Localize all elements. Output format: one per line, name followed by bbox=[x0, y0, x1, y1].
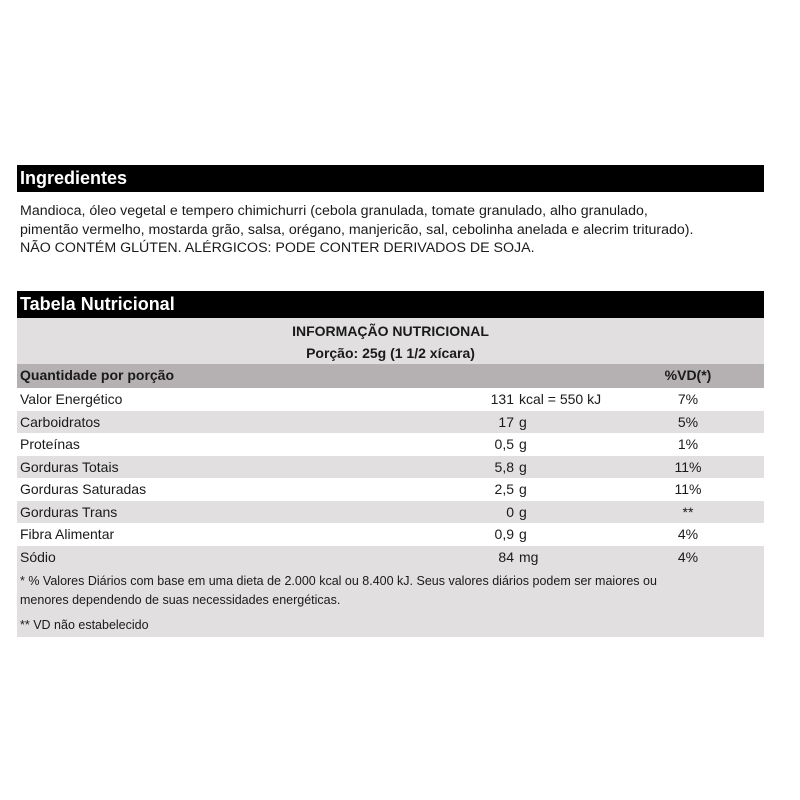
nutrient-name: Carboidratos bbox=[20, 413, 101, 430]
nutrient-amount: 5,8 bbox=[494, 458, 514, 475]
nutrient-amount: 2,5 bbox=[494, 481, 514, 497]
ingredients-title: Ingredientes bbox=[17, 165, 764, 192]
ingredients-line: Mandioca, óleo vegetal e tempero chimichurri (cebola granulada, tomate granulado, alho granulado, bbox=[20, 203, 648, 219]
nutrient-vd: 5% bbox=[677, 413, 699, 430]
nutrition-title: Tabela Nutricional bbox=[17, 291, 764, 318]
column-header-row bbox=[17, 364, 764, 388]
footnote-line: menores dependendo de suas necessidades energéticas. bbox=[20, 593, 341, 607]
nutrient-name: Gorduras Saturadas bbox=[20, 481, 147, 497]
nutrient-unit: g bbox=[519, 481, 527, 497]
nutrition-rows bbox=[17, 388, 764, 568]
table-row bbox=[17, 411, 764, 434]
nutrition-table bbox=[17, 318, 764, 637]
nutrient-vd: 11% bbox=[674, 481, 702, 497]
quantity-column-header: Quantidade por porção bbox=[20, 367, 175, 383]
nutrient-vd: 4% bbox=[677, 548, 699, 565]
nutrient-vd: 4% bbox=[677, 526, 699, 542]
nutrient-amount: 0,9 bbox=[494, 526, 514, 542]
nutrition-header bbox=[17, 318, 764, 364]
nutrient-amount: 84 bbox=[498, 548, 514, 565]
nutrient-name: Valor Energético bbox=[20, 391, 123, 407]
nutrient-vd: 1% bbox=[677, 436, 699, 452]
table-row bbox=[17, 388, 764, 411]
nutrient-unit: g bbox=[519, 458, 527, 475]
nutrient-name: Proteínas bbox=[20, 436, 80, 452]
nutrient-name: Fibra Alimentar bbox=[20, 526, 115, 542]
nutrient-vd: 7% bbox=[677, 391, 699, 407]
nutrient-unit: mg bbox=[519, 548, 539, 565]
nutrient-unit: kcal = 550 kJ bbox=[519, 391, 602, 407]
table-row bbox=[17, 523, 764, 546]
nutrient-vd: 11% bbox=[674, 458, 702, 475]
table-row bbox=[17, 478, 764, 501]
footnote-daily-values bbox=[20, 572, 761, 610]
ingredients-line: pimentão vermelho, mostarda grão, salsa, orégano, manjericão, sal, cebolinha anelada e alecrim triturado). bbox=[20, 221, 694, 238]
nutrition-header-title: INFORMAÇÃO NUTRICIONAL bbox=[292, 323, 489, 339]
ingredients-text bbox=[20, 202, 764, 258]
nutrient-name: Gorduras Trans bbox=[20, 503, 118, 520]
nutrient-unit: g bbox=[519, 503, 527, 520]
nutrient-unit: g bbox=[519, 526, 527, 542]
nutrient-amount: 17 bbox=[498, 413, 514, 430]
nutrient-name: Gorduras Totais bbox=[20, 458, 119, 475]
nutrient-unit: g bbox=[519, 436, 527, 452]
nutrient-amount: 0,5 bbox=[494, 436, 514, 452]
footnote-vd-not-established: ** VD não estabelecido bbox=[20, 618, 149, 632]
table-row bbox=[17, 501, 764, 524]
nutrient-amount: 0 bbox=[506, 503, 514, 520]
nutrient-vd: ** bbox=[682, 503, 694, 520]
footnote-line: * % Valores Diários com base em uma dieta de 2.000 kcal ou 8.400 kJ. Seus valores diários podem ser maiores ou bbox=[20, 574, 657, 588]
ingredients-line: NÃO CONTÉM GLÚTEN. ALÉRGICOS: PODE CONTER DERIVADOS DE SOJA. bbox=[20, 240, 535, 256]
table-row bbox=[17, 456, 764, 479]
nutrient-name: Sódio bbox=[20, 548, 56, 565]
footnotes bbox=[17, 568, 764, 637]
vd-column-header: %VD(*) bbox=[664, 367, 712, 383]
table-row bbox=[17, 433, 764, 456]
table-row bbox=[17, 546, 764, 569]
portion-label: Porção: 25g (1 1/2 xícara) bbox=[306, 345, 475, 361]
nutrient-unit: g bbox=[519, 413, 527, 430]
nutrient-amount: 131 bbox=[490, 391, 514, 407]
